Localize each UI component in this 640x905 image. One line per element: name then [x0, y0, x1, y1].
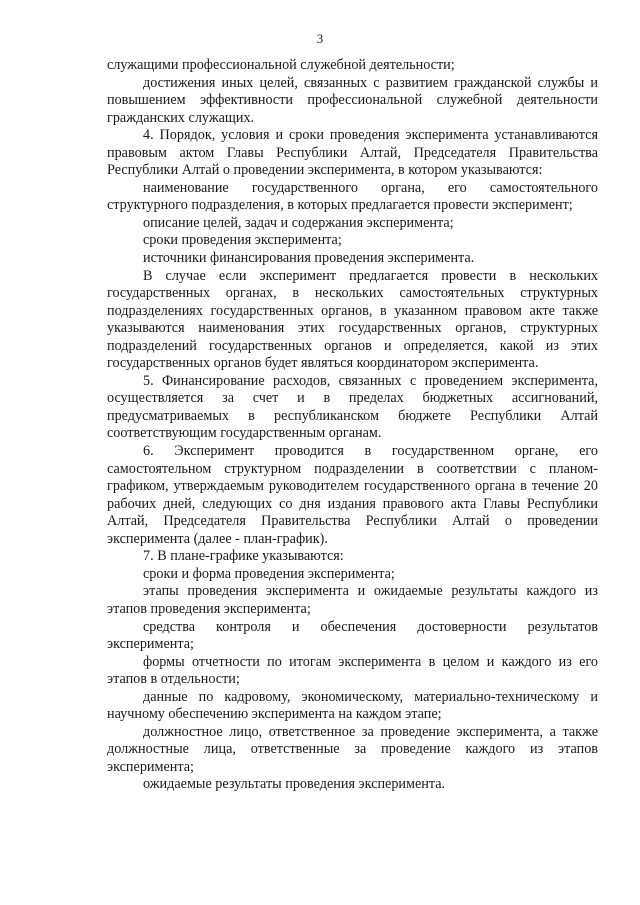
list-item-reporting: формы отчетности по итогам эксперимента в целом и каждого из его этапов в отдельности; — [107, 653, 598, 688]
document-body — [107, 57, 598, 794]
page-number: 3 — [316, 31, 324, 46]
list-item-terms: сроки проведения эксперимента; — [143, 232, 342, 249]
list-item-control: средства контроля и обеспечения достоверности результатов эксперимента; — [107, 618, 598, 653]
paragraph-other-goals: достижения иных целей, связанных с развитием гражданской службы и повышением эффективности профессиональной служебной деятельности гражданских служащих. — [107, 74, 598, 126]
list-item-description: описание целей, задач и содержания эксперимента; — [143, 214, 454, 231]
paragraph-multiple-organs: В случае если эксперимент предлагается провести в нескольких государственных органах, в нескольких самостоятельных структурных подразделениях государственных органов, в указанном правовом акте также указываются наименования этих государственных органов, структурных подразделений государственных органов и определяется, какой из этих государственных органов будет являться координатором эксперимента. — [107, 267, 598, 372]
list-item-results: ожидаемые результаты проведения эксперимента. — [143, 776, 446, 793]
list-item-funding-sources: источники финансирования проведения эксперимента. — [143, 250, 475, 267]
paragraph-item-6: 6. Эксперимент проводится в государственном органе, его самостоятельном структурном подразделении в соответствии с планом-графиком, утверждаемым руководителем государственного органа в течение 20 рабочих дней, следующих со дня издания правового акта Главы Республики Алтай, Председателя Правительства Республики Алтай о проведении эксперимента (далее - план-график). — [107, 443, 598, 547]
list-item-organ-name: наименование государственного органа, его самостоятельного структурного подразделения, в которых предлагается провести эксперимент; — [107, 179, 598, 214]
paragraph-item-4: 4. Порядок, условия и сроки проведения эксперимента устанавливаются правовым актом Главы Республики Алтай, Председателя Правительства Республики Алтай о проведении эксперимента, в котором указываются: — [107, 127, 598, 179]
list-item-resources: данные по кадровому, экономическому, материально-техническому и научному обеспечению эксперимента на каждом этапе; — [107, 688, 598, 723]
list-item-responsible: должностное лицо, ответственное за проведение эксперимента, а также должностные лица, ответственные за проведение каждого из этапов эксперимента; — [107, 723, 598, 775]
list-item-form: сроки и форма проведения эксперимента; — [143, 565, 395, 582]
paragraph-item-7: 7. В плане-графике указываются: — [143, 548, 344, 565]
list-item-stages: этапы проведения эксперимента и ожидаемые результаты каждого из этапов проведения эксперимента; — [107, 583, 598, 617]
paragraph-continuation: служащими профессиональной служебной деятельности; — [107, 57, 455, 73]
paragraph-item-5: 5. Финансирование расходов, связанных с проведением эксперимента, осуществляется за счет и в пределах бюджетных ассигнований, предусматриваемых в республиканском бюджете Республики Алтай соответствующим государственным органам. — [107, 372, 598, 442]
